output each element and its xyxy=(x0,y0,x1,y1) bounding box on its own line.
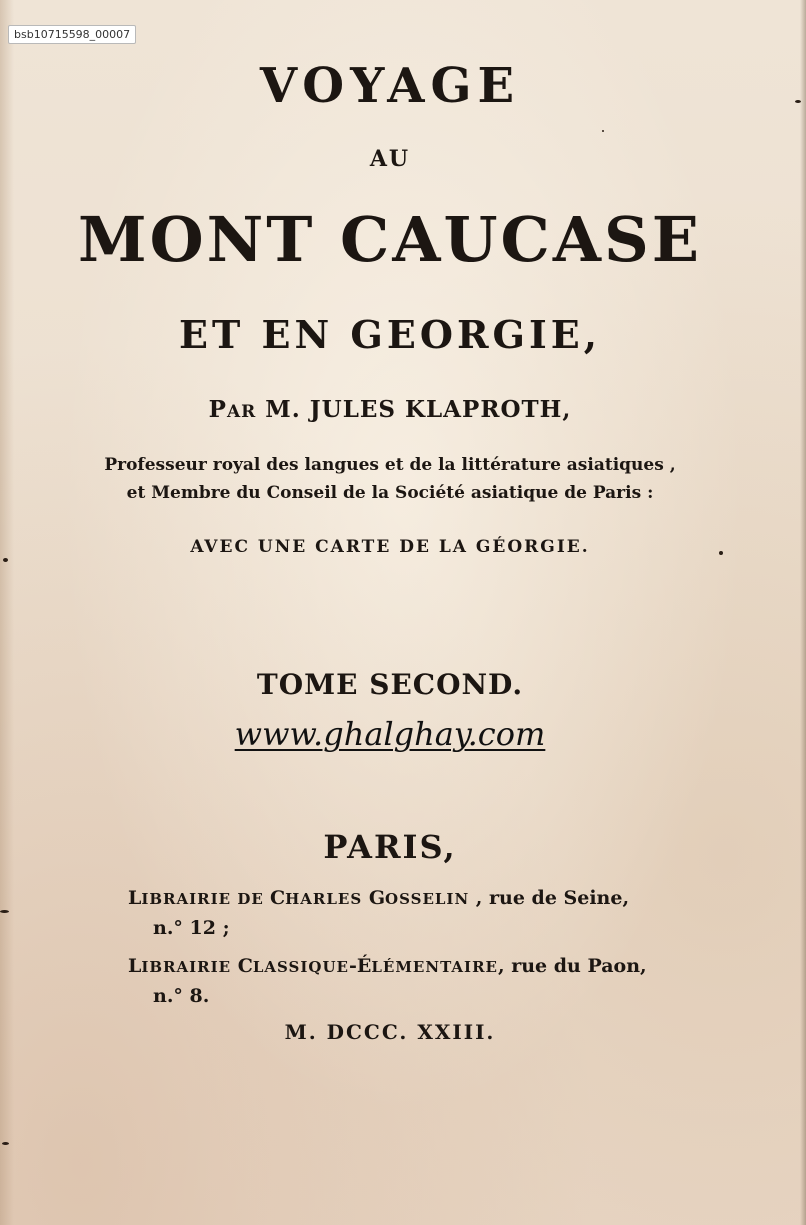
title-voyage: VOYAGE xyxy=(259,58,521,114)
publisher-2-line-1 xyxy=(128,953,647,980)
paper-speck xyxy=(795,100,801,103)
publisher-1-line-1 xyxy=(128,885,629,912)
author-line xyxy=(0,394,780,428)
publisher-1-w4-initial: G xyxy=(362,887,386,909)
publisher-2-w3-initial: -É xyxy=(348,955,372,977)
publisher-2-line-2: n.° 8. xyxy=(153,985,210,1007)
paper-speck xyxy=(602,130,604,132)
paper-speck xyxy=(2,1142,9,1145)
volume-label: TOME SECOND. xyxy=(256,668,524,701)
publisher-1-w3-initial: C xyxy=(269,887,286,909)
title-au: AU xyxy=(369,146,411,172)
publisher-2-w3-rest: LÉMENTAIRE xyxy=(371,958,498,976)
publisher-1-w3-rest: HARLES xyxy=(285,890,363,908)
map-note: AVEC UNE CARTE DE LA GÉORGIE. xyxy=(190,537,590,557)
paper-speck xyxy=(719,551,723,555)
watermark-link[interactable]: www.ghalghay.com xyxy=(234,715,546,753)
publisher-2-w2-initial: C xyxy=(231,955,253,977)
publisher-1-w1-rest: IBRAIRIE xyxy=(141,890,232,908)
image-id-label: bsb10715598_00007 xyxy=(8,25,136,44)
publisher-1-tail: , rue de Seine, xyxy=(469,887,630,909)
publisher-1-w4-rest: OSSELIN xyxy=(385,890,470,908)
publisher-2-tail: , rue du Paon, xyxy=(497,955,647,977)
publisher-2-w1-rest: IBRAIRIE xyxy=(141,958,232,976)
author-name: M. JULES KLAPROTH, xyxy=(256,396,572,423)
title-et-en-georgie: ET EN GEORGIE, xyxy=(179,312,601,357)
publisher-1-w1-initial: L xyxy=(128,887,142,909)
paper-speck xyxy=(3,558,8,562)
author-par-rest: AR xyxy=(226,402,257,422)
publisher-2-w2-rest: LASSIQUE xyxy=(252,958,349,976)
paper-speck xyxy=(0,910,9,913)
imprint-city: PARIS, xyxy=(323,828,457,866)
publisher-2-w1-initial: L xyxy=(128,955,142,977)
publisher-1-line-2: n.° 12 ; xyxy=(153,917,230,939)
author-title-line-2: et Membre du Conseil de la Société asiatique de Paris : xyxy=(126,483,654,503)
title-mont-caucase: MONT CAUCASE xyxy=(77,203,703,276)
publication-date: M. DCCC. XXIII. xyxy=(284,1020,496,1044)
author-title-line-1: Professeur royal des langues et de la littérature asiatiques , xyxy=(104,455,676,475)
publisher-1-w2: DE xyxy=(231,890,270,908)
author-par-initial: P xyxy=(208,396,227,423)
